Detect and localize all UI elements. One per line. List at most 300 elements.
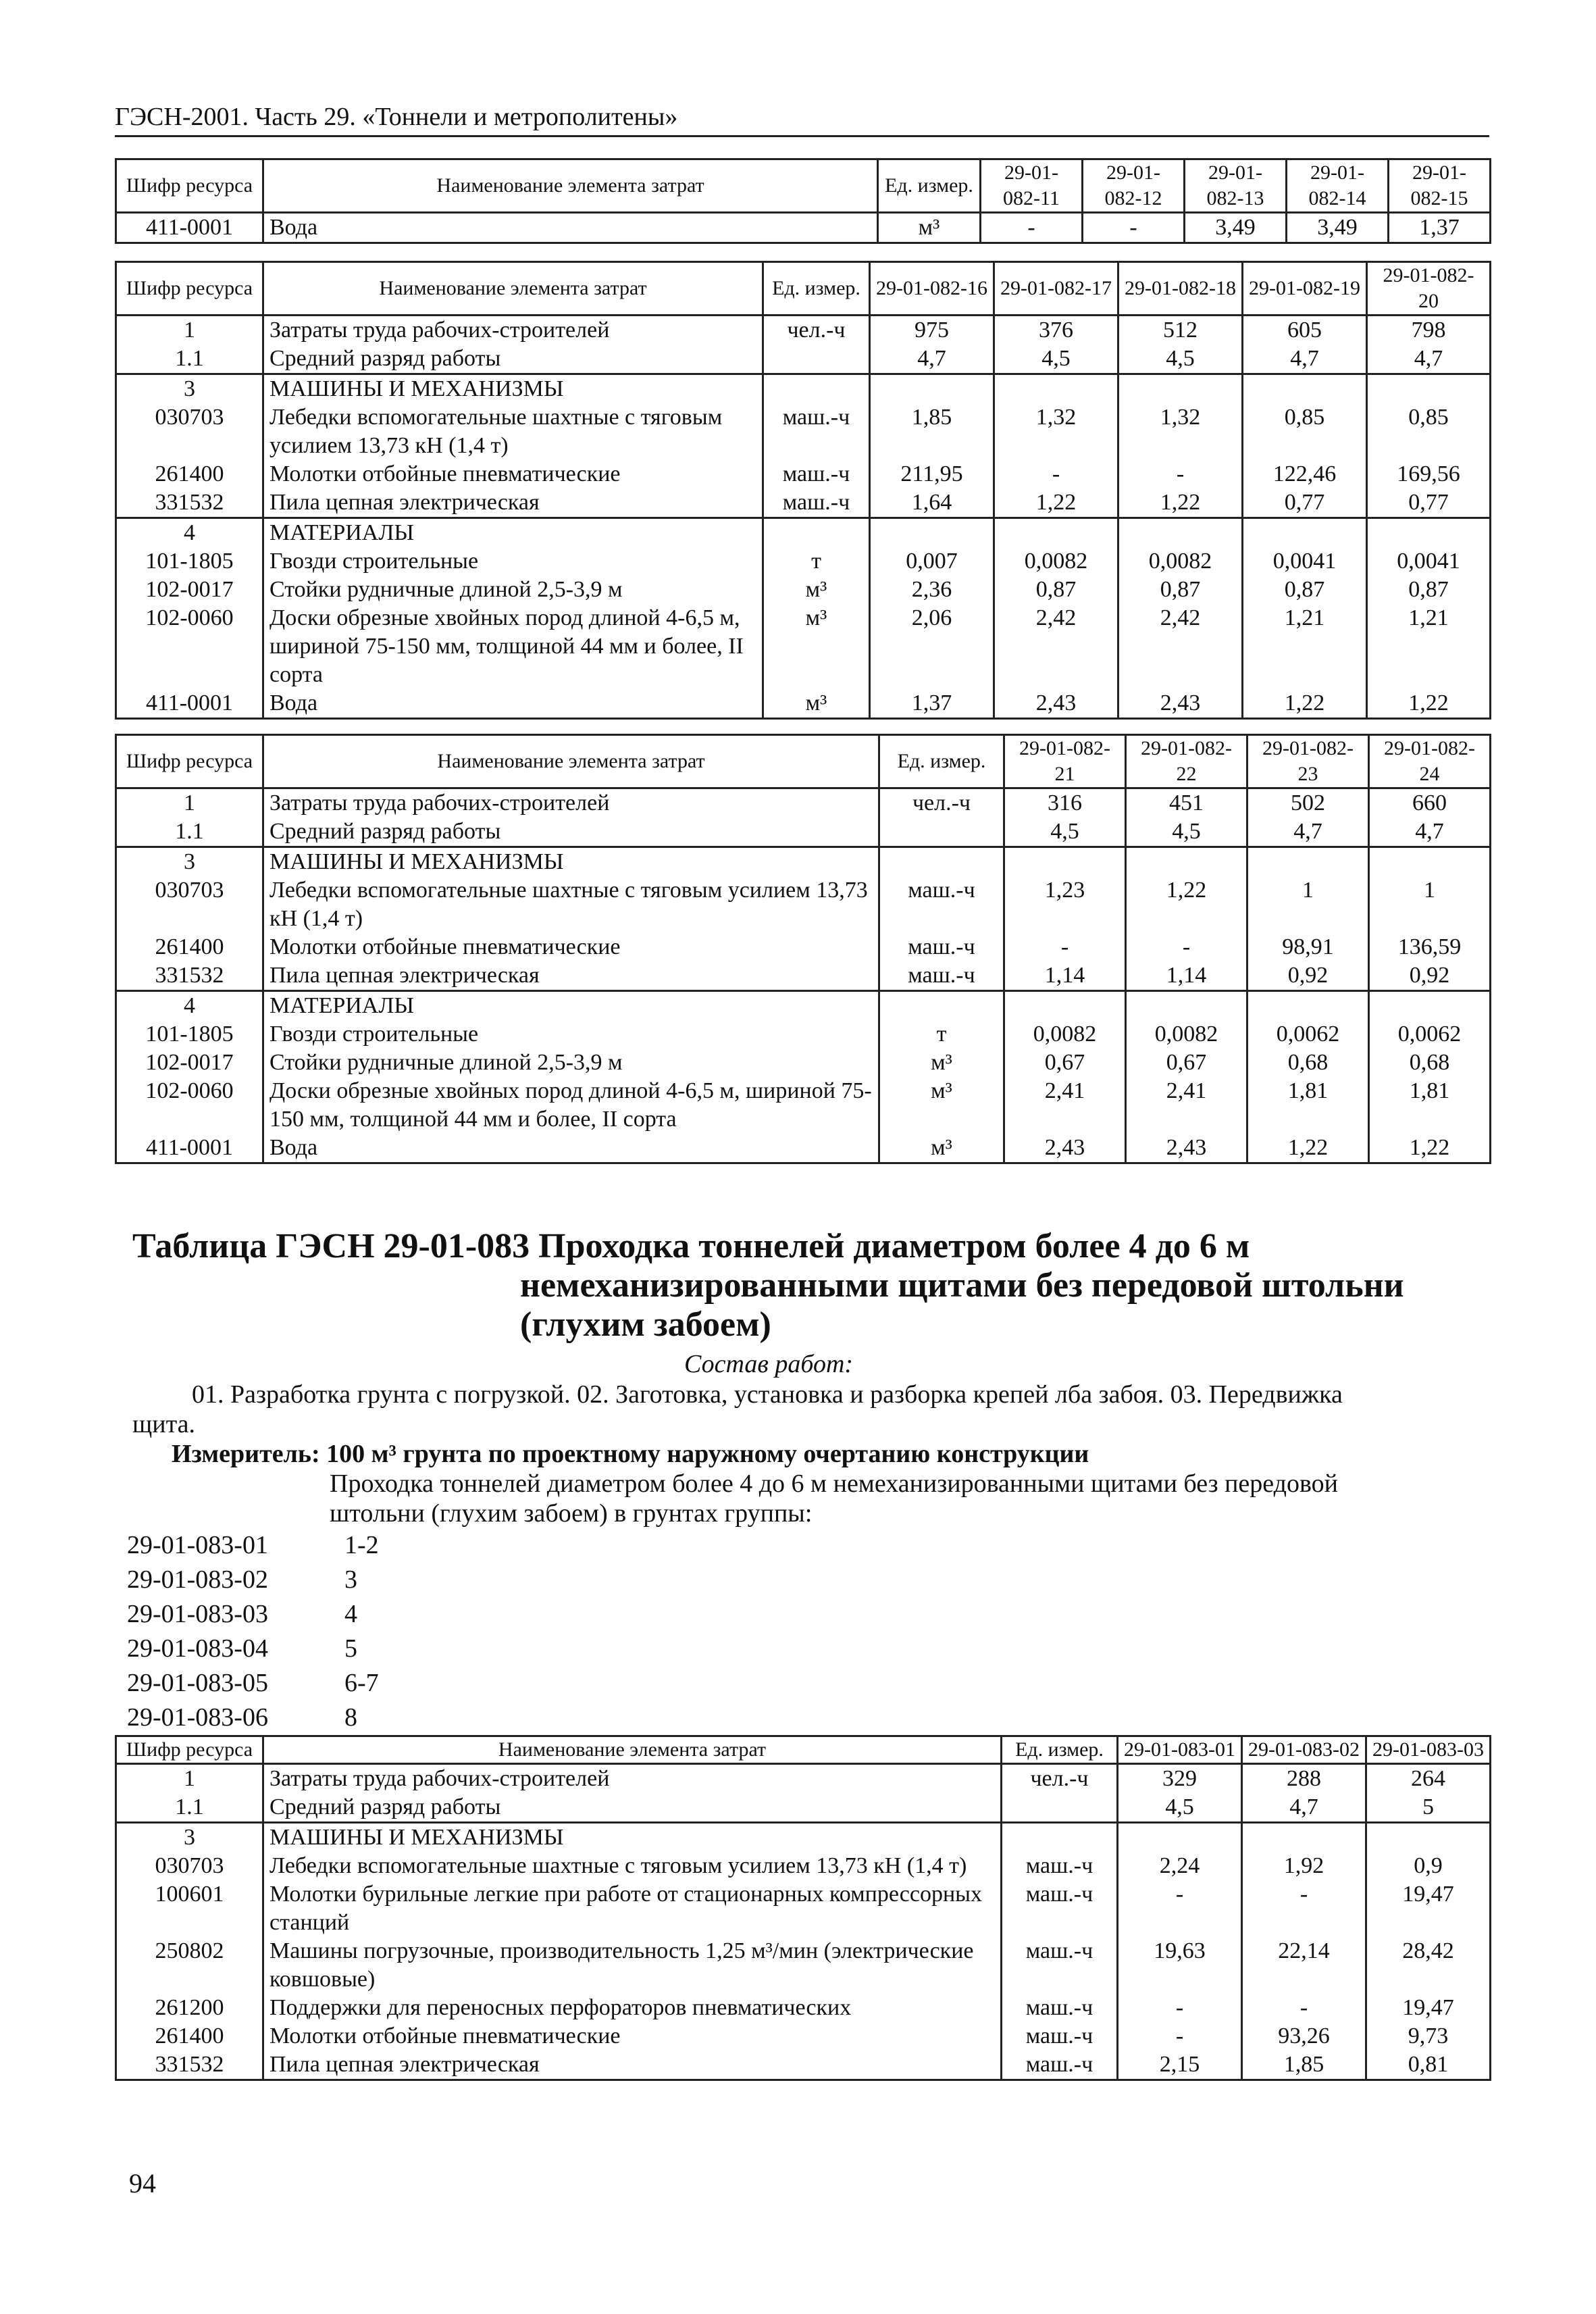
cell-name: МАТЕРИАЛЫ [263, 991, 879, 1021]
cell-value: 2,43 [1004, 1134, 1126, 1163]
cell-unit [763, 374, 870, 404]
cell-code: 331532 [116, 488, 263, 518]
cell-code: 1 [116, 316, 263, 345]
ground-group: 1-2 [344, 1531, 379, 1559]
header-code: Шифр ресурса [116, 262, 263, 316]
cell-unit: маш.-ч [1002, 1994, 1118, 2022]
cell-value: 4,5 [994, 345, 1118, 374]
cell-name: Доски обрезные хвойных пород длиной 4-6,5 м, шириной 75-150 мм, толщиной 44 мм и более, II сорта [263, 1077, 879, 1134]
cell-value: 1,14 [1004, 961, 1126, 991]
cell-value: 798 [1367, 316, 1491, 345]
cell-value: 1 [1247, 876, 1369, 933]
cell-value [1004, 991, 1126, 1021]
cell-value: 2,36 [870, 576, 994, 604]
cell-value: 1,85 [870, 403, 994, 460]
cell-value: 0,0082 [1126, 1020, 1247, 1049]
cell-name: Молотки отбойные пневматические [263, 460, 763, 488]
cell-unit: маш.-ч [763, 488, 870, 518]
table-row [116, 213, 1491, 243]
header-norm-code: 29-01-082-23 [1247, 735, 1369, 788]
section-row [116, 1823, 1491, 1853]
cell-value: 451 [1126, 788, 1247, 818]
cell-value: 98,91 [1247, 933, 1369, 961]
cell-value [1243, 518, 1367, 548]
cell-code: 030703 [116, 403, 263, 460]
header-norm-code: 29-01-082-21 [1004, 735, 1126, 788]
cell-name: МАШИНЫ И МЕХАНИЗМЫ [263, 374, 763, 404]
cell-value: 28,42 [1366, 1937, 1491, 1994]
table-row [116, 488, 1491, 518]
cell-name: Лебедки вспомогательные шахтные с тяговым усилием 13,73 кН (1,4 т) [263, 876, 879, 933]
header-norm-code: 29-01-082-22 [1126, 735, 1247, 788]
cell-value: 2,42 [1118, 604, 1243, 689]
cell-code: 1.1 [116, 345, 263, 374]
cell-unit: м³ [879, 1049, 1004, 1077]
cell-value: 1,81 [1247, 1077, 1369, 1134]
cell-value: 0,0041 [1367, 547, 1491, 576]
norm-code: 29-01-083-01 [127, 1531, 268, 1559]
cell-value: 1,22 [1126, 876, 1247, 933]
cell-value: 169,56 [1367, 460, 1491, 488]
cell-value: 4,5 [1118, 1793, 1242, 1823]
cell-value: 0,85 [1367, 403, 1491, 460]
header-norm-code: 29-01-083-02 [1242, 1736, 1366, 1764]
header-norm-code: 29-01-082-20 [1367, 262, 1491, 316]
cell-value: 2,41 [1126, 1077, 1247, 1134]
cell-unit: чел.-ч [1002, 1764, 1118, 1794]
cell-unit [1002, 1823, 1118, 1853]
ground-group-row [127, 1528, 600, 1563]
cell-value: 5 [1366, 1793, 1491, 1823]
cell-code: 101-1805 [116, 1020, 263, 1049]
table-row [116, 345, 1491, 374]
description-line-1: Проходка тоннелей диаметром более 4 до 6 м немеханизированными щитами без передовой [330, 1469, 1339, 1498]
cell-name: Вода [263, 1134, 879, 1163]
cell-unit: маш.-ч [879, 876, 1004, 933]
cell-name: Доски обрезные хвойных пород длиной 4-6,5 м, шириной 75-150 мм, толщиной 44 мм и более, II сорта [263, 604, 763, 689]
norm-code: 29-01-083-04 [127, 1634, 268, 1663]
cell-unit: чел.-ч [763, 316, 870, 345]
composition-text-2: щита. [132, 1410, 196, 1438]
cell-value: - [1118, 1880, 1242, 1937]
table-title-line-2: немеханизированными щитами без передовой штольни [520, 1266, 1404, 1305]
cell-unit: м³ [878, 213, 981, 243]
cell-value: 1,81 [1369, 1077, 1491, 1134]
table-row [116, 933, 1491, 961]
cell-value: 0,68 [1369, 1049, 1491, 1077]
cell-code: 4 [116, 518, 263, 548]
table-row [116, 818, 1491, 847]
cell-value: 1,22 [1247, 1134, 1369, 1163]
cell-code: 261400 [116, 933, 263, 961]
cost-table-082-11-15 [115, 158, 1491, 244]
cell-value: 2,43 [994, 689, 1118, 719]
cell-value: 4,5 [1118, 345, 1243, 374]
cell-unit: маш.-ч [1002, 1852, 1118, 1880]
cell-unit: м³ [879, 1134, 1004, 1163]
cell-name: Машины погрузочные, производительность 1,25 м³/мин (электрические ковшовые) [263, 1937, 1002, 1994]
cell-value: 0,68 [1247, 1049, 1369, 1077]
cell-value: 3,49 [1287, 213, 1389, 243]
cell-code: 1.1 [116, 1793, 263, 1823]
cell-value: 19,47 [1366, 1880, 1491, 1937]
cell-value: 93,26 [1242, 2022, 1366, 2051]
cell-value: 1,32 [1118, 403, 1243, 460]
header-name: Наименование элемента затрат [263, 735, 879, 788]
cell-value: 1,23 [1004, 876, 1126, 933]
header-code: Шифр ресурса [116, 735, 263, 788]
table-row [116, 604, 1491, 689]
cell-name: Средний разряд работы [263, 1793, 1002, 1823]
cell-unit: т [879, 1020, 1004, 1049]
cell-unit: маш.-ч [763, 403, 870, 460]
cell-value: 0,77 [1367, 488, 1491, 518]
cost-table-082-21-24 [115, 734, 1491, 1164]
header-name: Наименование элемента затрат [263, 262, 763, 316]
table-row [116, 1793, 1491, 1823]
cell-name: Затраты труда рабочих-строителей [263, 316, 763, 345]
cell-code: 411-0001 [116, 1134, 263, 1163]
cell-value: 4,7 [1369, 818, 1491, 847]
cell-code: 101-1805 [116, 547, 263, 576]
cell-value: 2,24 [1118, 1852, 1242, 1880]
cell-code: 3 [116, 847, 263, 877]
header-norm-code: 29-01-082-15 [1389, 159, 1491, 213]
ground-group: 4 [344, 1600, 357, 1628]
cell-name: МАШИНЫ И МЕХАНИЗМЫ [263, 1823, 1002, 1853]
cell-value: 1,21 [1243, 604, 1367, 689]
cell-value: 136,59 [1369, 933, 1491, 961]
header-unit: Ед. измер. [1002, 1736, 1118, 1764]
cell-value: 1,21 [1367, 604, 1491, 689]
cell-value: 329 [1118, 1764, 1242, 1794]
cell-code: 102-0017 [116, 1049, 263, 1077]
cell-value: 4,7 [1243, 345, 1367, 374]
cell-value: - [981, 213, 1083, 243]
cell-value [870, 518, 994, 548]
cell-value: 3,49 [1185, 213, 1287, 243]
cell-name: МАШИНЫ И МЕХАНИЗМЫ [263, 847, 879, 877]
cell-value: 2,06 [870, 604, 994, 689]
cell-value: 0,67 [1004, 1049, 1126, 1077]
running-header: ГЭСН-2001. Часть 29. «Тоннели и метрополитены» [115, 101, 1489, 137]
cell-value: 1,22 [1369, 1134, 1491, 1163]
description-line-2: штольни (глухим забоем) в грунтах группы: [330, 1499, 813, 1528]
cell-value: 1,32 [994, 403, 1118, 460]
cell-code: 411-0001 [116, 689, 263, 719]
cell-name: Средний разряд работы [263, 345, 763, 374]
cell-name: Гвозди строительные [263, 547, 763, 576]
cell-value: 0,92 [1369, 961, 1491, 991]
cell-value: 605 [1243, 316, 1367, 345]
cell-unit: т [763, 547, 870, 576]
ground-group: 6-7 [344, 1669, 379, 1697]
cell-value: 1,85 [1242, 2051, 1366, 2080]
table-row [116, 1852, 1491, 1880]
cell-unit: м³ [763, 576, 870, 604]
header-code: Шифр ресурса [116, 1736, 263, 1764]
cost-table-082-16-20 [115, 261, 1491, 720]
header-norm-code: 29-01-082-11 [981, 159, 1083, 213]
norm-code: 29-01-083-06 [127, 1703, 268, 1732]
cell-code: 3 [116, 374, 263, 404]
cell-code: 102-0060 [116, 604, 263, 689]
table-row [116, 788, 1491, 818]
table-row [116, 2051, 1491, 2080]
norm-code: 29-01-083-05 [127, 1669, 268, 1697]
composition-label: Состав работ: [684, 1350, 854, 1378]
cell-name: Молотки бурильные легкие при работе от стационарных компрессорных станций [263, 1880, 1002, 1937]
ground-group: 8 [344, 1703, 357, 1732]
header-norm-code: 29-01-082-12 [1083, 159, 1185, 213]
cell-unit: маш.-ч [879, 933, 1004, 961]
ground-group: 5 [344, 1634, 357, 1663]
cell-name: Затраты труда рабочих-строителей [263, 1764, 1002, 1794]
table-row [116, 1077, 1491, 1134]
cell-value: 2,42 [994, 604, 1118, 689]
cell-value: 0,85 [1243, 403, 1367, 460]
cell-value: 1,64 [870, 488, 994, 518]
cell-value: 0,87 [994, 576, 1118, 604]
cell-unit [763, 345, 870, 374]
cell-unit: маш.-ч [1002, 1880, 1118, 1937]
ground-group-row [127, 1701, 600, 1735]
header-norm-code: 29-01-082-16 [870, 262, 994, 316]
cell-value [1243, 374, 1367, 404]
cell-unit [1002, 1793, 1118, 1823]
section-row [116, 374, 1491, 404]
cell-value: 1 [1369, 876, 1491, 933]
cell-value: 122,46 [1243, 460, 1367, 488]
cell-value: 1,22 [1118, 488, 1243, 518]
cell-value: 0,67 [1126, 1049, 1247, 1077]
cell-code: 030703 [116, 876, 263, 933]
cell-value [1367, 518, 1491, 548]
cell-value: 1,37 [1389, 213, 1491, 243]
cell-value [1247, 847, 1369, 877]
table-row [116, 1049, 1491, 1077]
cell-value: 1,22 [994, 488, 1118, 518]
cell-name: Средний разряд работы [263, 818, 879, 847]
cell-unit: маш.-ч [879, 961, 1004, 991]
cell-value: 0,77 [1243, 488, 1367, 518]
cell-value: 4,5 [1004, 818, 1126, 847]
cell-code: 331532 [116, 2051, 263, 2080]
cell-value: 2,41 [1004, 1077, 1126, 1134]
cell-value: 0,9 [1366, 1852, 1491, 1880]
cell-value: 512 [1118, 316, 1243, 345]
cell-value: 9,73 [1366, 2022, 1491, 2051]
cell-value: 0,87 [1367, 576, 1491, 604]
ground-group: 3 [344, 1565, 357, 1594]
cell-value: 211,95 [870, 460, 994, 488]
header-name: Наименование элемента затрат [263, 1736, 1002, 1764]
cell-code: 3 [116, 1823, 263, 1853]
table-row [116, 961, 1491, 991]
cell-value: 288 [1242, 1764, 1366, 1794]
cell-name: Стойки рудничные длиной 2,5-3,9 м [263, 576, 763, 604]
cell-value: 2,43 [1118, 689, 1243, 719]
cell-value: 316 [1004, 788, 1126, 818]
header-norm-code: 29-01-082-13 [1185, 159, 1287, 213]
cell-code: 030703 [116, 1852, 263, 1880]
ground-group-list [127, 1528, 600, 1735]
cell-name: Молотки отбойные пневматические [263, 2022, 1002, 2051]
cell-value: 660 [1369, 788, 1491, 818]
cell-value: 502 [1247, 788, 1369, 818]
header-norm-code: 29-01-082-24 [1369, 735, 1491, 788]
norm-code: 29-01-083-03 [127, 1600, 268, 1628]
cell-value: 2,43 [1126, 1134, 1247, 1163]
cell-code: 261200 [116, 1994, 263, 2022]
cell-value [994, 518, 1118, 548]
cell-name: Лебедки вспомогательные шахтные с тяговым усилием 13,73 кН (1,4 т) [263, 403, 763, 460]
cell-value [1004, 847, 1126, 877]
cell-value: - [1083, 213, 1185, 243]
cell-value: 0,0082 [1004, 1020, 1126, 1049]
cell-value: 376 [994, 316, 1118, 345]
cell-code: 1 [116, 1764, 263, 1794]
cell-unit [879, 991, 1004, 1021]
cell-value: 264 [1366, 1764, 1491, 1794]
page-number: 94 [129, 2168, 156, 2198]
table-row [116, 1020, 1491, 1049]
cell-name: Гвозди строительные [263, 1020, 879, 1049]
header-norm-code: 29-01-083-03 [1366, 1736, 1491, 1764]
table-row [116, 316, 1491, 345]
table-row [116, 876, 1491, 933]
cell-name: Поддержки для переносных перфораторов пневматических [263, 1994, 1002, 2022]
cell-value: 4,7 [1367, 345, 1491, 374]
cell-value: 0,0062 [1247, 1020, 1369, 1049]
cell-value [1369, 991, 1491, 1021]
cell-code: 250802 [116, 1937, 263, 1994]
table-row [116, 2022, 1491, 2051]
cell-value: 19,63 [1118, 1937, 1242, 1994]
cell-value: 22,14 [1242, 1937, 1366, 1994]
cell-code: 411-0001 [116, 213, 263, 243]
cell-value: 0,0082 [1118, 547, 1243, 576]
cell-name: Вода [263, 689, 763, 719]
cell-value: 2,15 [1118, 2051, 1242, 2080]
ground-group-row [127, 1632, 600, 1666]
cell-value: 0,81 [1366, 2051, 1491, 2080]
cell-unit [879, 847, 1004, 877]
cell-value: - [994, 460, 1118, 488]
cell-code: 1 [116, 788, 263, 818]
ground-group-row [127, 1666, 600, 1701]
cell-unit: м³ [763, 604, 870, 689]
cell-value: 1,14 [1126, 961, 1247, 991]
cell-unit: маш.-ч [1002, 2022, 1118, 2051]
header-unit: Ед. измер. [763, 262, 870, 316]
cell-value: 0,0082 [994, 547, 1118, 576]
cell-unit: маш.-ч [1002, 2051, 1118, 2080]
cell-code: 331532 [116, 961, 263, 991]
header-norm-code: 29-01-082-18 [1118, 262, 1243, 316]
section-row [116, 518, 1491, 548]
cell-name: Пила цепная электрическая [263, 488, 763, 518]
table-row [116, 689, 1491, 719]
cell-unit [879, 818, 1004, 847]
cell-value [870, 374, 994, 404]
cell-value [1369, 847, 1491, 877]
cell-name: Лебедки вспомогательные шахтные с тяговым усилием 13,73 кН (1,4 т) [263, 1852, 1002, 1880]
cell-value: - [1126, 933, 1247, 961]
cell-name: Пила цепная электрическая [263, 961, 879, 991]
header-norm-code: 29-01-082-17 [994, 262, 1118, 316]
cell-value [1126, 991, 1247, 1021]
ground-group-row [127, 1563, 600, 1597]
cell-value: 4,5 [1126, 818, 1247, 847]
cost-table-083-01-03 [115, 1735, 1491, 2081]
cell-value: 4,7 [1247, 818, 1369, 847]
cell-value: 4,7 [870, 345, 994, 374]
table-row [116, 460, 1491, 488]
cell-unit [763, 518, 870, 548]
cell-value: 0,87 [1118, 576, 1243, 604]
measure-unit: Измеритель: 100 м³ грунта по проектному наружному очертанию конструкции [172, 1440, 1089, 1468]
cell-value: 1,22 [1367, 689, 1491, 719]
header-norm-code: 29-01-082-19 [1243, 262, 1367, 316]
cell-unit: маш.-ч [1002, 1937, 1118, 1994]
cell-value: - [1242, 1880, 1366, 1937]
cell-value: 19,47 [1366, 1994, 1491, 2022]
header-norm-code: 29-01-082-14 [1287, 159, 1389, 213]
table-row [116, 547, 1491, 576]
cell-value: 0,92 [1247, 961, 1369, 991]
cell-name: МАТЕРИАЛЫ [263, 518, 763, 548]
table-row [116, 1764, 1491, 1794]
cell-name: Затраты труда рабочих-строителей [263, 788, 879, 818]
cell-name: Вода [263, 213, 878, 243]
section-row [116, 847, 1491, 877]
cell-value [1242, 1823, 1366, 1853]
cell-unit: м³ [879, 1077, 1004, 1134]
cell-value: 1,22 [1243, 689, 1367, 719]
cell-value: - [1118, 1994, 1242, 2022]
cell-code: 4 [116, 991, 263, 1021]
cell-name: Молотки отбойные пневматические [263, 933, 879, 961]
table-row [116, 403, 1491, 460]
cell-code: 102-0060 [116, 1077, 263, 1134]
header-code: Шифр ресурса [116, 159, 263, 213]
cell-unit: чел.-ч [879, 788, 1004, 818]
cell-name: Пила цепная электрическая [263, 2051, 1002, 2080]
header-unit: Ед. измер. [878, 159, 981, 213]
cell-code: 1.1 [116, 818, 263, 847]
cell-value: - [1242, 1994, 1366, 2022]
cell-value: 0,87 [1243, 576, 1367, 604]
cell-value: 4,7 [1242, 1793, 1366, 1823]
cell-value [1118, 374, 1243, 404]
table-row [116, 1994, 1491, 2022]
table-title-line-3: (глухим забоем) [520, 1305, 771, 1344]
cell-value: - [1118, 460, 1243, 488]
cell-value [1247, 991, 1369, 1021]
cell-value: 0,0041 [1243, 547, 1367, 576]
cell-value: - [1118, 2022, 1242, 2051]
cell-code: 100601 [116, 1880, 263, 1937]
header-unit: Ед. измер. [879, 735, 1004, 788]
table-row [116, 576, 1491, 604]
header-name: Наименование элемента затрат [263, 159, 878, 213]
cell-value: 1,37 [870, 689, 994, 719]
table-row [116, 1937, 1491, 1994]
cell-code: 102-0017 [116, 576, 263, 604]
cell-code: 261400 [116, 460, 263, 488]
composition-text-1: 01. Разработка грунта с погрузкой. 02. Заготовка, установка и разборка крепей лба забоя. 03. Передвижка [192, 1380, 1343, 1409]
